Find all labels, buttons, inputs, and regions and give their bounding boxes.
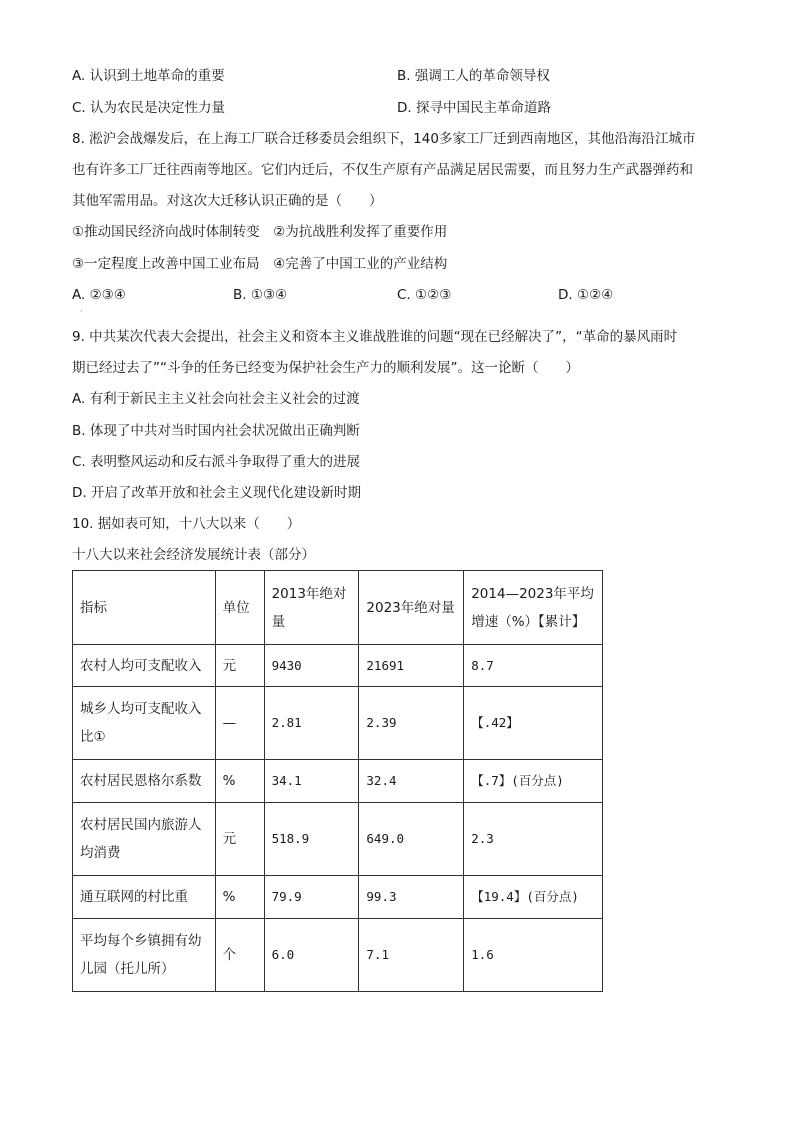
cell-growth: 2.3 — [464, 803, 603, 876]
header-2013-line-1: 2013年绝对 — [271, 585, 347, 602]
statistics-table — [72, 570, 603, 992]
cell-indicator — [73, 919, 216, 992]
table-row — [73, 687, 603, 760]
cell-unit: 个 — [215, 919, 264, 992]
cell-indicator — [73, 876, 216, 919]
table-row — [73, 919, 603, 992]
cell-2013: 9430 — [264, 645, 359, 687]
cell-unit: 元 — [215, 803, 264, 876]
table-row — [73, 876, 603, 919]
q8-option-d: D. ①②④ — [558, 287, 614, 303]
cell-growth: 【.42】 — [464, 687, 603, 760]
q9-stem-line-2: 期已经过去了”“斗争的任务已经变为保护社会生产力的顺利发展”。这一论断（ ） — [72, 360, 579, 376]
cell-2013: 79.9 — [264, 876, 359, 919]
cell-growth: 1.6 — [464, 919, 603, 992]
table-row — [73, 803, 603, 876]
q7-option-d: D. 探寻中国民主革命道路 — [397, 100, 551, 116]
cell-growth: 【19.4】(百分点) — [464, 876, 603, 919]
header-2013-line-2: 量 — [271, 613, 286, 630]
cell-indicator — [73, 687, 216, 760]
indicator-line-1: 农村人均可支配收入 — [80, 657, 202, 674]
table-row — [73, 645, 603, 687]
indicator-line-1: 平均每个乡镇拥有幼 — [80, 933, 202, 949]
cell-indicator — [73, 760, 216, 803]
indicator-line-2: 儿园（托儿所） — [80, 961, 175, 977]
cell-unit: 元 — [215, 645, 264, 687]
indicator-line-2: 比① — [80, 729, 106, 745]
q8-items-line-2: ③一定程度上改善中国工业布局 ④完善了中国工业的产业结构 — [72, 256, 448, 272]
table-header-row — [73, 571, 603, 645]
q9-option-c: C. 表明整风运动和反右派斗争取得了重大的进展 — [72, 454, 361, 470]
q8-option-c: C. ①②③ — [397, 287, 452, 303]
q8-stem-line-1: 8. 淞沪会战爆发后，在上海工厂联合迁移委员会组织下，140多家工厂迁到西南地区，其他沿海沿江城市 — [72, 131, 696, 147]
q8-stem-line-3: 其他军需用品。对这次大迁移认识正确的是（ ） — [72, 193, 383, 209]
header-indicator: 指标 — [73, 571, 216, 645]
header-2023: 2023年绝对量 — [359, 571, 464, 645]
table-title: 十八大以来社会经济发展统计表（部分） — [72, 547, 315, 563]
cell-growth: 【.7】(百分点) — [464, 760, 603, 803]
q9-option-a: A. 有利于新民主主义社会向社会主义社会的过渡 — [72, 391, 360, 407]
cell-indicator — [73, 645, 216, 687]
indicator-line-2: 均消费 — [80, 845, 121, 861]
q9-option-b: B. 体现了中共对当时国内社会状况做出正确判断 — [72, 423, 360, 439]
cell-growth: 8.7 — [464, 645, 603, 687]
indicator-line-1: 农村居民恩格尔系数 — [80, 773, 202, 789]
cell-unit: % — [215, 760, 264, 803]
header-unit: 单位 — [215, 571, 264, 645]
cell-2023: 32.4 — [359, 760, 464, 803]
header-growth — [464, 571, 603, 645]
cell-2013: 518.9 — [264, 803, 359, 876]
q9-stem-line-1: 9. 中共某次代表大会提出，社会主义和资本主义谁战胜谁的问题“现在已经解决了”，“革命的暴风雨时 — [72, 329, 678, 345]
cell-2023: 2.39 — [359, 687, 464, 760]
q8-items-line-1: ①推动国民经济向战时体制转变 ②为抗战胜利发挥了重要作用 — [72, 224, 448, 240]
table-row — [73, 760, 603, 803]
cell-2013: 34.1 — [264, 760, 359, 803]
cell-2023: 7.1 — [359, 919, 464, 992]
q8-option-a: A. ②③④ — [72, 287, 126, 303]
indicator-line-1: 城乡人均可支配收入 — [80, 701, 202, 717]
cell-2023: 649.0 — [359, 803, 464, 876]
cell-2013: 6.0 — [264, 919, 359, 992]
q7-option-b: B. 强调工人的革命领导权 — [397, 68, 550, 84]
cell-2023: 99.3 — [359, 876, 464, 919]
q7-option-a: A. 认识到土地革命的重要 — [72, 68, 225, 84]
indicator-line-1: 农村居民国内旅游人 — [80, 817, 202, 833]
header-growth-line-1: 2014—2023年平均 — [471, 585, 594, 602]
stray-dot: · — [80, 307, 83, 316]
header-2013 — [264, 571, 359, 645]
q8-stem-line-2: 也有许多工厂迁往西南等地区。它们内迁后，不仅生产原有产品满足居民需要，而且努力生产武器弹药和 — [72, 162, 693, 178]
q7-option-c: C. 认为农民是决定性力量 — [72, 100, 226, 116]
q9-option-d: D. 开启了改革开放和社会主义现代化建设新时期 — [72, 485, 361, 501]
header-growth-line-2: 增速（%）【累计】 — [471, 613, 586, 630]
q8-option-b: B. ①③④ — [233, 287, 288, 303]
cell-indicator — [73, 803, 216, 876]
cell-unit: % — [215, 876, 264, 919]
cell-2013: 2.81 — [264, 687, 359, 760]
cell-2023: 21691 — [359, 645, 464, 687]
indicator-line-1: 通互联网的村比重 — [80, 889, 188, 905]
q10-stem: 10. 据如表可知，十八大以来（ ） — [72, 516, 301, 532]
cell-unit: — — [215, 687, 264, 760]
